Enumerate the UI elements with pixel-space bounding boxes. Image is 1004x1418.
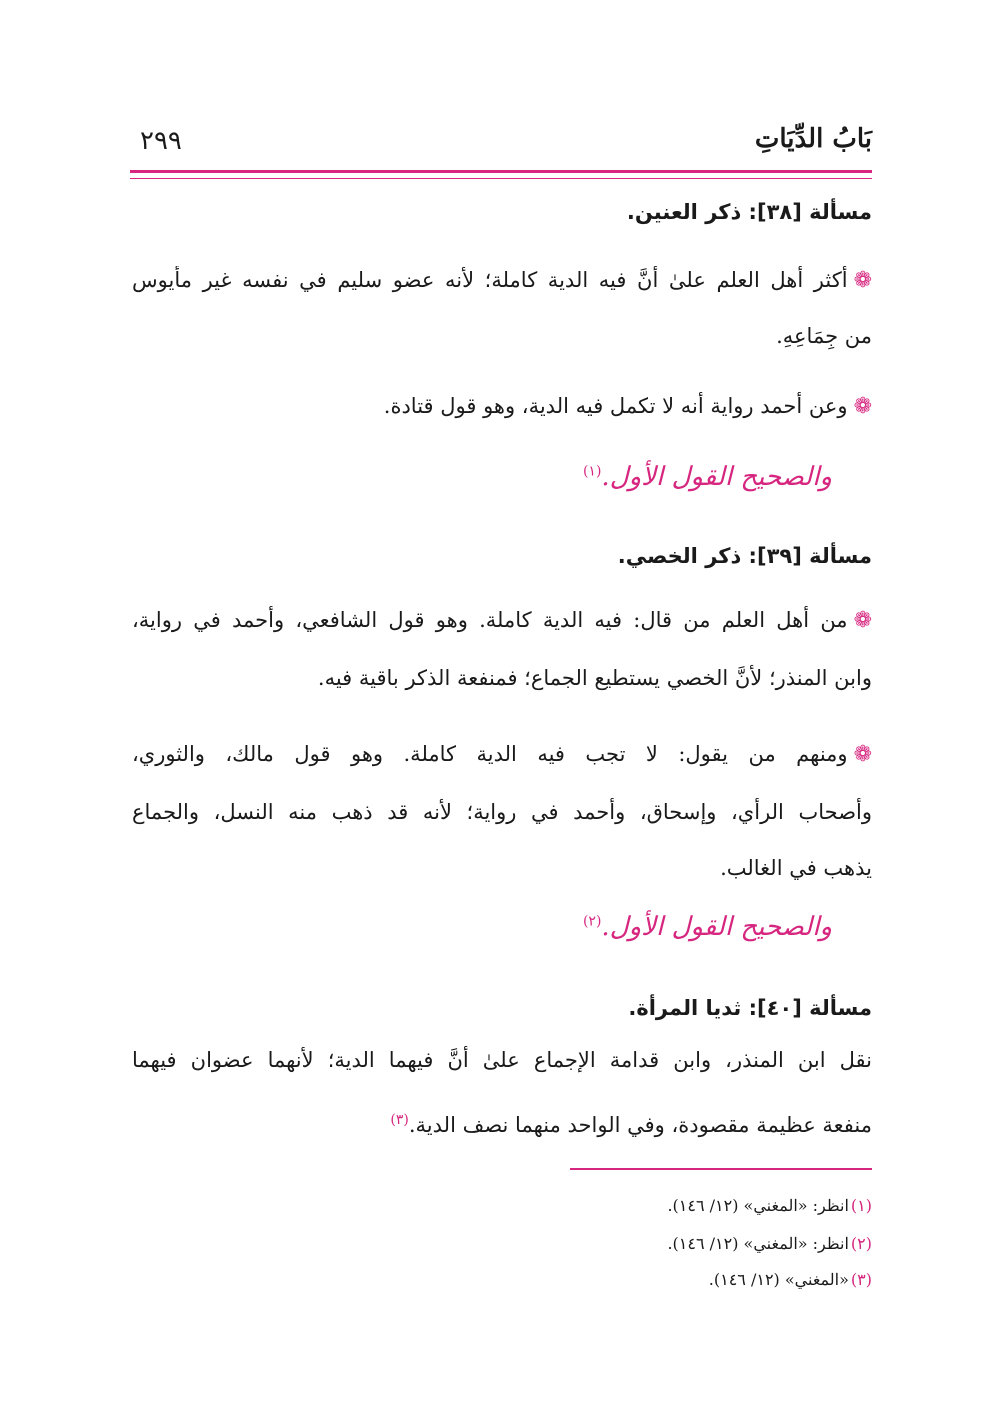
issue-39-para2-line2: وأصحاب الرأي، وإسحاق، وأحمد في رواية؛ لأنه قد ذهب منه النسل، والجماع <box>132 800 872 824</box>
issue-38-heading: مسألة [٣٨]: ذكر العنين. <box>626 200 872 224</box>
footnote-1: (١)انظر: «المغني» (١٢/ ١٤٦). <box>667 1196 872 1215</box>
chapter-title: بَابُ الدِّيَاتِ <box>754 124 872 154</box>
page-number: ٢٩٩ <box>140 126 182 156</box>
issue-38-para2-line1: ❁وعن أحمد رواية أنه لا تكمل فيه الدية، وهو قول قتادة. <box>383 394 872 419</box>
issue-39-para1-line2: وابن المنذر؛ لأنَّ الخصي يستطيع الجماع؛ فمنفعة الذكر باقية فيه. <box>317 666 872 690</box>
issue-39-heading: مسألة [٣٩]: ذكر الخصي. <box>617 544 872 568</box>
flower-bullet-icon: ❁ <box>853 394 872 419</box>
issue-39-verdict: والصحيح القول الأول.$^{(٢)}$ <box>582 912 832 942</box>
issue-38-para1-line1: ❁أكثر أهل العلم علىٰ أنَّ فيه الدية كاملة؛ لأنه عضو سليم في نفسه غير مأيوس <box>132 268 872 293</box>
header-rule-thick <box>130 170 872 173</box>
issue-39-para2-line3: يذهب في الغالب. <box>720 856 872 880</box>
footnote-3: (٣)«المغني» (١٢/ ١٤٦). <box>708 1270 872 1289</box>
issue-40-heading: مسألة [٤٠]: ثديا المرأة. <box>628 996 872 1020</box>
footnote-separator <box>570 1168 872 1170</box>
issue-40-para1-line2: منفعة عظيمة مقصودة، وفي الواحد منهما نصف الدية.$^{(٣)}$ <box>390 1112 872 1137</box>
issue-38-verdict: والصحيح القول الأول.$^{(١)}$ <box>582 462 832 492</box>
issue-40-para1-line1: نقل ابن المنذر، وابن قدامة الإجماع علىٰ أنَّ فيهما الدية؛ لأنهما عضوان فيهما <box>132 1048 872 1072</box>
flower-bullet-icon: ❁ <box>853 608 872 633</box>
flower-bullet-icon: ❁ <box>853 742 872 767</box>
footnote-ref: (٢) <box>582 913 602 930</box>
header-rule-thin <box>130 178 872 179</box>
issue-38-para1-line2: من جِمَاعِهِ. <box>776 324 872 348</box>
issue-39-para1-line1: ❁من أهل العلم من قال: فيه الدية كاملة. وهو قول الشافعي، وأحمد في رواية، <box>132 608 872 633</box>
footnote-2: (٢)انظر: «المغني» (١٢/ ١٤٦). <box>667 1234 872 1253</box>
flower-bullet-icon: ❁ <box>853 268 872 293</box>
footnote-ref: (١) <box>582 463 602 480</box>
issue-39-para2-line1: ❁ومنهم من يقول: لا تجب فيه الدية كاملة. وهو قول مالك، والثوري، <box>132 742 872 767</box>
footnote-ref: (٣) <box>390 1112 409 1128</box>
